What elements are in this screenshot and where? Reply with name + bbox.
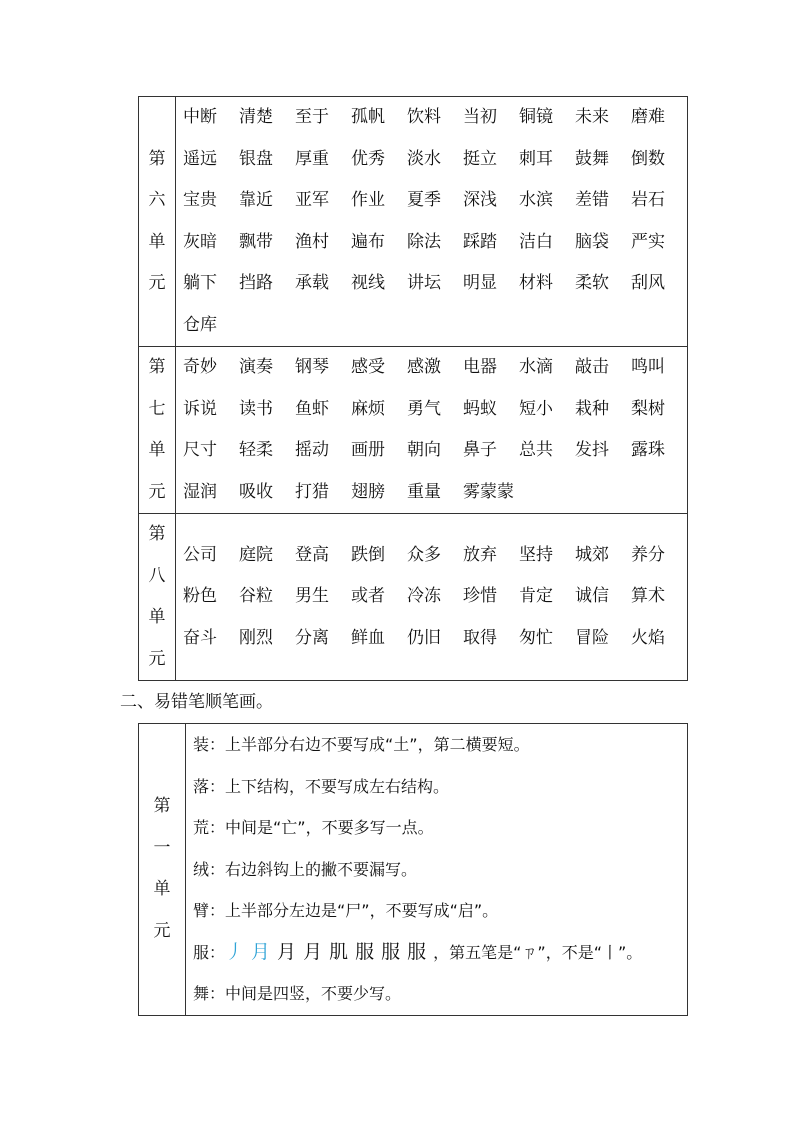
word: 躺下 bbox=[183, 273, 217, 293]
word: 刺耳 bbox=[519, 148, 553, 169]
word: 感激 bbox=[407, 357, 441, 377]
word: 材料 bbox=[519, 273, 553, 293]
unit-words bbox=[176, 97, 688, 347]
word: 水滴 bbox=[519, 357, 553, 377]
unit-label bbox=[139, 97, 176, 347]
word: 坚持 bbox=[519, 544, 553, 565]
word: 踩踏 bbox=[463, 231, 497, 252]
word: 敲击 bbox=[575, 357, 609, 377]
word: 深浅 bbox=[463, 190, 497, 210]
unit-words bbox=[176, 347, 688, 514]
word: 仍旧 bbox=[407, 627, 441, 648]
word: 冷冻 bbox=[407, 586, 441, 607]
word-row bbox=[183, 576, 687, 618]
word-row bbox=[183, 535, 687, 577]
word: 吸收 bbox=[239, 481, 273, 502]
stroke-step-char: 月 bbox=[303, 940, 323, 963]
unit-words bbox=[176, 514, 688, 681]
stroke-step bbox=[381, 932, 400, 974]
word: 尺寸 bbox=[183, 440, 217, 460]
stroke-sequence bbox=[225, 932, 433, 974]
word: 鼓舞 bbox=[575, 148, 609, 169]
word: 脑袋 bbox=[575, 231, 609, 252]
word: 差错 bbox=[575, 190, 609, 210]
word: 男生 bbox=[295, 586, 329, 607]
word: 淡水 bbox=[407, 148, 441, 169]
word: 银盘 bbox=[239, 148, 273, 169]
word: 宝贵 bbox=[183, 190, 217, 210]
stroke-step bbox=[251, 932, 270, 974]
word: 湿润 bbox=[183, 481, 217, 502]
section-heading: 二、易错笔顺笔画。 bbox=[120, 692, 273, 712]
unit-7-row bbox=[139, 347, 688, 514]
word: 众多 bbox=[407, 544, 441, 565]
word: 画册 bbox=[351, 440, 385, 460]
word-row bbox=[183, 430, 687, 472]
word: 孤帆 bbox=[351, 107, 385, 127]
word-row bbox=[183, 97, 687, 139]
word-row bbox=[183, 139, 687, 181]
stroke-note: 落：上下结构，不要写成左右结构。 bbox=[193, 776, 450, 796]
word: 或者 bbox=[351, 586, 385, 607]
word: 总共 bbox=[519, 440, 553, 460]
word: 摇动 bbox=[295, 440, 329, 460]
word: 演奏 bbox=[239, 357, 273, 377]
unit-6-row bbox=[139, 97, 688, 347]
word: 挺立 bbox=[463, 148, 497, 169]
word: 优秀 bbox=[351, 148, 385, 169]
word: 算术 bbox=[631, 586, 665, 607]
stroke-note: 臂：上半部分左边是“尸”，不要写成“启”。 bbox=[193, 901, 499, 920]
label-char: 元 bbox=[153, 920, 171, 941]
label-char: 六 bbox=[148, 190, 166, 210]
word: 跌倒 bbox=[351, 544, 385, 565]
word: 翅膀 bbox=[351, 481, 385, 502]
stroke-step-char: 肌 bbox=[329, 940, 349, 963]
word: 亚军 bbox=[295, 190, 329, 210]
word: 岩石 bbox=[631, 190, 665, 210]
word: 灰暗 bbox=[183, 231, 217, 252]
stroke-note: 荒：中间是“亡”，不要多写一点。 bbox=[193, 818, 434, 837]
word-row bbox=[183, 222, 687, 264]
word: 冒险 bbox=[575, 627, 609, 648]
word: 勇气 bbox=[407, 398, 441, 419]
word: 诚信 bbox=[575, 586, 609, 607]
word-row bbox=[183, 180, 687, 222]
stroke-notes-table bbox=[138, 723, 688, 1016]
stroke-note: 装：上半部分右边不要写成“土”，第二横要短。 bbox=[193, 735, 530, 754]
word: 栽种 bbox=[575, 398, 609, 419]
word: 火焰 bbox=[631, 627, 665, 648]
word-row bbox=[183, 305, 687, 347]
word: 严实 bbox=[631, 231, 665, 252]
label-char: 第 bbox=[148, 357, 166, 377]
word: 刮风 bbox=[631, 273, 665, 293]
stroke-step bbox=[329, 932, 348, 974]
word: 奇妙 bbox=[183, 357, 217, 377]
label-char: 单 bbox=[153, 879, 171, 900]
word: 仓库 bbox=[183, 314, 217, 335]
word: 未来 bbox=[575, 107, 609, 127]
word: 城郊 bbox=[575, 544, 609, 565]
word: 诉说 bbox=[183, 398, 217, 419]
word: 轻柔 bbox=[239, 440, 273, 460]
stroke-step bbox=[407, 932, 426, 974]
notes-cell bbox=[186, 724, 688, 1016]
word: 当初 bbox=[463, 107, 497, 127]
label-char: 元 bbox=[148, 273, 166, 293]
word: 奋斗 bbox=[183, 627, 217, 648]
unit-label bbox=[139, 347, 176, 514]
word: 饮料 bbox=[407, 107, 441, 127]
label-char: 一 bbox=[153, 837, 171, 858]
word: 磨难 bbox=[631, 107, 665, 127]
label-char: 单 bbox=[148, 440, 166, 460]
stroke-step-char: 服 bbox=[355, 940, 375, 963]
word: 朝向 bbox=[407, 440, 441, 460]
note-prefix: 服： bbox=[193, 942, 226, 962]
word: 公司 bbox=[183, 544, 217, 565]
word: 电器 bbox=[463, 357, 497, 377]
unit-label bbox=[139, 514, 176, 681]
word: 讲坛 bbox=[407, 273, 441, 293]
label-char: 单 bbox=[148, 607, 166, 627]
label-char: 元 bbox=[148, 648, 166, 669]
unit-1-row bbox=[139, 724, 688, 1016]
word: 遥远 bbox=[183, 148, 217, 169]
word: 洁白 bbox=[519, 231, 553, 252]
word: 刚烈 bbox=[239, 627, 273, 648]
word: 作业 bbox=[351, 190, 385, 210]
word: 厚重 bbox=[295, 148, 329, 169]
word: 夏季 bbox=[407, 190, 441, 210]
word: 粉色 bbox=[183, 586, 217, 607]
word-row bbox=[183, 347, 687, 389]
stroke-step-char: 丿 bbox=[225, 940, 245, 963]
word: 水滨 bbox=[519, 190, 553, 210]
label-char: 第 bbox=[148, 148, 166, 169]
word: 珍惜 bbox=[463, 586, 497, 607]
word: 蚂蚁 bbox=[463, 398, 497, 419]
label-char: 八 bbox=[148, 565, 166, 586]
stroke-step-char: 月 bbox=[277, 940, 297, 963]
stroke-note: 舞：中间是四竖，不要少写。 bbox=[193, 984, 402, 1003]
vocab-table bbox=[138, 96, 688, 681]
word: 庭院 bbox=[239, 544, 273, 565]
word: 肯定 bbox=[519, 586, 553, 607]
word: 谷粒 bbox=[239, 586, 273, 607]
word: 麻烦 bbox=[351, 398, 385, 419]
word: 匆忙 bbox=[519, 627, 553, 648]
stroke-note: 绒：右边斜钩上的撇不要漏写。 bbox=[193, 859, 418, 879]
word: 至于 bbox=[295, 107, 329, 127]
word: 重量 bbox=[407, 481, 441, 502]
word: 感受 bbox=[351, 357, 385, 377]
label-char: 单 bbox=[148, 231, 166, 252]
label-char: 七 bbox=[148, 398, 166, 419]
word: 养分 bbox=[631, 544, 665, 565]
word: 分离 bbox=[295, 627, 329, 648]
note-suffix: ，第五笔是“ㄗ”，不是“丨”。 bbox=[433, 942, 643, 962]
unit-label bbox=[139, 724, 186, 1016]
label-char: 第 bbox=[148, 524, 166, 544]
word: 挡路 bbox=[239, 273, 273, 293]
word: 除法 bbox=[407, 231, 441, 252]
word-row bbox=[183, 472, 687, 514]
word: 鱼虾 bbox=[295, 398, 329, 419]
unit-8-row bbox=[139, 514, 688, 681]
word: 雾蒙蒙 bbox=[463, 481, 514, 502]
word: 渔村 bbox=[295, 231, 329, 252]
stroke-step-char: 服 bbox=[407, 940, 427, 963]
word: 承载 bbox=[295, 273, 329, 293]
word: 柔软 bbox=[575, 273, 609, 293]
word: 飘带 bbox=[239, 231, 273, 252]
word: 清楚 bbox=[239, 107, 273, 127]
word: 放弃 bbox=[463, 544, 497, 565]
stroke-step bbox=[355, 932, 374, 974]
stroke-step-char: 服 bbox=[381, 940, 401, 963]
word: 取得 bbox=[463, 627, 497, 648]
word-row bbox=[183, 618, 687, 660]
word: 中断 bbox=[183, 107, 217, 127]
word: 读书 bbox=[239, 398, 273, 419]
word: 短小 bbox=[519, 398, 553, 419]
word: 靠近 bbox=[239, 190, 273, 210]
word: 鲜血 bbox=[351, 627, 385, 648]
word-row bbox=[183, 263, 687, 305]
word: 登高 bbox=[295, 544, 329, 565]
word: 露珠 bbox=[631, 440, 665, 460]
word: 钢琴 bbox=[295, 357, 329, 377]
label-char: 第 bbox=[153, 796, 171, 817]
word: 铜镜 bbox=[519, 107, 553, 127]
word: 明显 bbox=[463, 273, 497, 293]
word: 鼻子 bbox=[463, 440, 497, 460]
word: 遍布 bbox=[351, 231, 385, 252]
stroke-note-stroke-order bbox=[186, 932, 687, 974]
word: 发抖 bbox=[575, 440, 609, 460]
word: 打猎 bbox=[295, 481, 329, 502]
stroke-step bbox=[303, 932, 322, 974]
stroke-step-char: 月 bbox=[251, 940, 271, 963]
word-row bbox=[183, 389, 687, 431]
stroke-step bbox=[277, 932, 296, 974]
stroke-step bbox=[225, 932, 244, 974]
word: 梨树 bbox=[631, 398, 665, 419]
word: 倒数 bbox=[631, 148, 665, 169]
label-char: 元 bbox=[148, 481, 166, 502]
word: 视线 bbox=[351, 273, 385, 293]
word: 鸣叫 bbox=[631, 357, 665, 377]
